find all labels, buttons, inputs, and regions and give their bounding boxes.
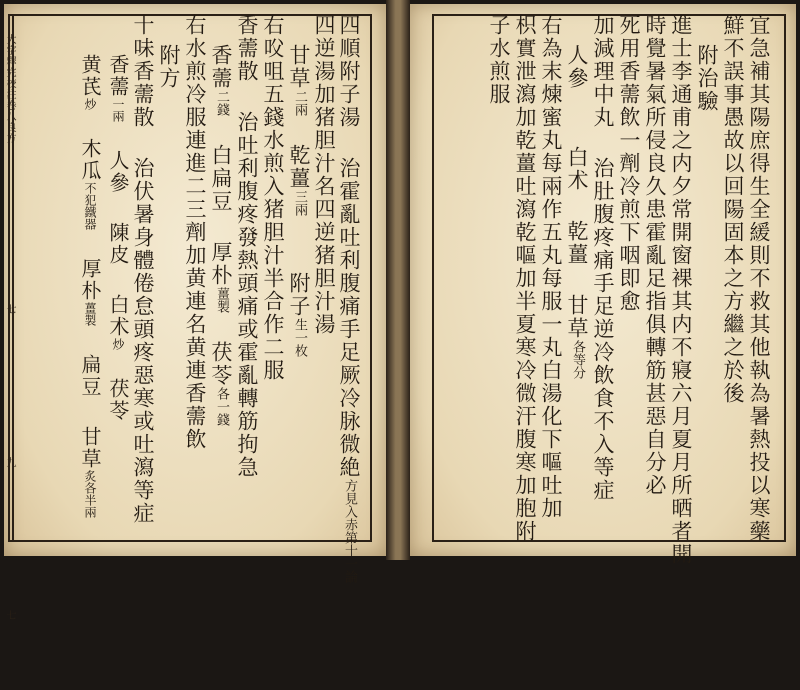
text-column: 枳實泄瀉加乾薑吐瀉乾嘔加半夏寒冷微汗腹寒加胞附 — [513, 14, 537, 543]
text-column: 右為末煉蜜丸每兩作五丸每服一丸白湯化下嘔吐加 — [539, 14, 563, 520]
text-column: 香薷散治吐利腹疼發熱頭痛或霍亂轉筋拘急 — [235, 14, 259, 479]
ingredient-row: 黄芪炒木瓜不犯鐵器厚朴薑製扁豆甘草炙各半兩 — [78, 54, 102, 518]
text-column: 附治驗 — [695, 44, 719, 113]
text-column: 十味香薷散治伏暑身體倦怠頭疼惡寒或吐瀉等症 — [131, 14, 155, 525]
ingredient-row: 香薷一兩人參陳皮白术炒茯苓 — [106, 54, 130, 422]
text-column: 人參白术乾薑甘草各等分 — [565, 44, 589, 379]
left-page — [4, 4, 386, 690]
text-column: 四順附子湯治霍亂吐利腹痛手足厥冷脉微絶方見入赤第十一論 — [337, 14, 361, 583]
text-column: 死用香薷飲一劑冷煎下咽即愈 — [617, 14, 641, 313]
text-column: 鮮不誤事愚故以回陽固本之方繼之於後 — [721, 14, 745, 405]
text-column: 四逆湯加猪胆汁名四逆猪胆汁湯 — [312, 14, 336, 336]
text-column: 進士李通甫之内夕常開窗裸其内不寢六月夏月所晒者開 — [669, 14, 693, 566]
fold-title: 大字釋完校注卷八良方 — [4, 34, 15, 144]
text-column: 時覺暑氣所侵良久患霍亂足指俱轉筋甚惡自分必 — [643, 14, 667, 497]
text-column: 加減理中丸治肚腹疼痛手足逆冷飲食不入等症 — [591, 14, 615, 502]
right-page — [410, 4, 796, 566]
fold-numbers: 七 九 七 — [4, 304, 15, 690]
text-column: 子水煎服 — [487, 14, 511, 106]
text-column: 甘草二兩乾薑三兩附子生一枚 — [287, 44, 311, 357]
text-column: 附方 — [157, 44, 181, 90]
book-gutter — [386, 0, 410, 560]
text-column: 右水煎冷服連進二三劑加黄連名黄連香薷飲 — [183, 14, 207, 451]
text-column: 香薷二錢白扁豆厚朴薑製茯苓各一錢 — [209, 44, 233, 426]
text-column: 宜急補其陽庶得生全緩則不救其他執為暑熱投以寒藥 — [747, 14, 771, 543]
text-column: 右㕮咀五錢水煎入猪胆汁半合作二服 — [261, 14, 285, 382]
